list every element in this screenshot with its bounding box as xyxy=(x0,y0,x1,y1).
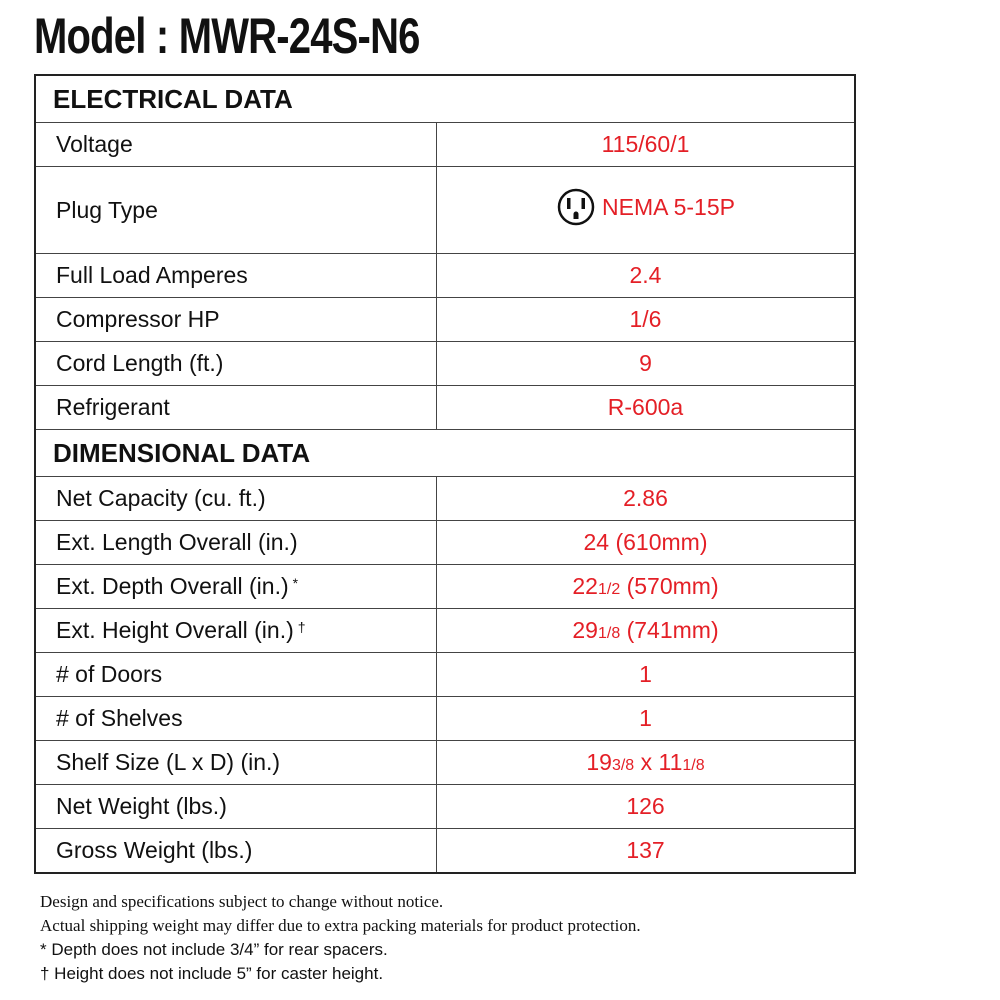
footnote-mark: † xyxy=(297,619,306,635)
value-fraction: 1/8 xyxy=(597,625,621,642)
section-header-electrical xyxy=(35,75,855,123)
row-value: 24 (610mm) xyxy=(437,521,856,565)
value-separator: x xyxy=(634,749,659,775)
table-row xyxy=(35,167,855,254)
row-value xyxy=(437,609,856,653)
table-row xyxy=(35,298,855,342)
label-text: Ext. Depth Overall (in.) xyxy=(56,573,289,599)
note-line: † Height does not include 5” for caster height. xyxy=(40,964,384,983)
row-label: Net Weight (lbs.) xyxy=(35,785,437,829)
row-label: Voltage xyxy=(35,123,437,167)
plug-type-text: NEMA 5-15P xyxy=(602,193,735,220)
nema-plug-icon xyxy=(556,187,596,227)
table-row xyxy=(35,342,855,386)
row-label: # of Shelves xyxy=(35,697,437,741)
row-label: Net Capacity (cu. ft.) xyxy=(35,477,437,521)
note-line: * Depth does not include 3/4” for rear spacers. xyxy=(40,940,388,959)
row-value: 9 xyxy=(437,342,856,386)
row-label: Plug Type xyxy=(35,167,437,254)
value-whole: 11 xyxy=(658,749,683,775)
value-metric: (570mm) xyxy=(620,573,719,599)
row-label: Ext. Length Overall (in.) xyxy=(35,521,437,565)
value-fraction: 1/8 xyxy=(682,757,705,774)
row-value: 126 xyxy=(437,785,856,829)
row-value: R-600a xyxy=(437,386,856,430)
row-value: 2.86 xyxy=(437,477,856,521)
value-metric: (741mm) xyxy=(620,617,719,643)
table-row xyxy=(35,386,855,430)
row-value xyxy=(437,741,856,785)
table-row xyxy=(35,477,855,521)
note-line: Design and specifications subject to change without notice. xyxy=(40,892,444,911)
value-whole: 29 xyxy=(572,617,598,643)
value-fraction: 1/2 xyxy=(597,581,621,598)
row-value: 115/60/1 xyxy=(437,123,856,167)
footnote-mark: * xyxy=(292,575,299,591)
value-whole: 19 xyxy=(586,749,612,775)
section-title: ELECTRICAL DATA xyxy=(35,75,855,123)
page-title: Model : MWR-24S-N6 xyxy=(34,8,420,64)
row-label: Compressor HP xyxy=(35,298,437,342)
table-row xyxy=(35,609,855,653)
row-label: Cord Length (ft.) xyxy=(35,342,437,386)
row-label xyxy=(35,565,437,609)
row-label: Gross Weight (lbs.) xyxy=(35,829,437,874)
section-header-dimensional xyxy=(35,430,855,477)
table-row xyxy=(35,521,855,565)
row-label: Full Load Amperes xyxy=(35,254,437,298)
table-row xyxy=(35,123,855,167)
row-value: 2.4 xyxy=(437,254,856,298)
value-fraction: 3/8 xyxy=(611,757,635,774)
table-row xyxy=(35,697,855,741)
row-label xyxy=(35,609,437,653)
table-row xyxy=(35,254,855,298)
note-line: Actual shipping weight may differ due to extra packing materials for product protection. xyxy=(40,916,641,935)
row-label: # of Doors xyxy=(35,653,437,697)
row-value: 1/6 xyxy=(437,298,856,342)
row-value: 137 xyxy=(437,829,856,874)
row-value: 1 xyxy=(437,697,856,741)
row-value xyxy=(437,565,856,609)
spec-table xyxy=(34,74,856,874)
table-row xyxy=(35,829,855,874)
table-row xyxy=(35,741,855,785)
footnotes xyxy=(40,890,641,986)
value-whole: 22 xyxy=(572,573,598,599)
row-value xyxy=(437,167,856,254)
row-value: 1 xyxy=(437,653,856,697)
section-title: DIMENSIONAL DATA xyxy=(35,430,855,477)
label-text: Ext. Height Overall (in.) xyxy=(56,617,294,643)
table-row xyxy=(35,565,855,609)
row-label: Shelf Size (L x D) (in.) xyxy=(35,741,437,785)
table-row xyxy=(35,785,855,829)
table-row xyxy=(35,653,855,697)
row-label: Refrigerant xyxy=(35,386,437,430)
